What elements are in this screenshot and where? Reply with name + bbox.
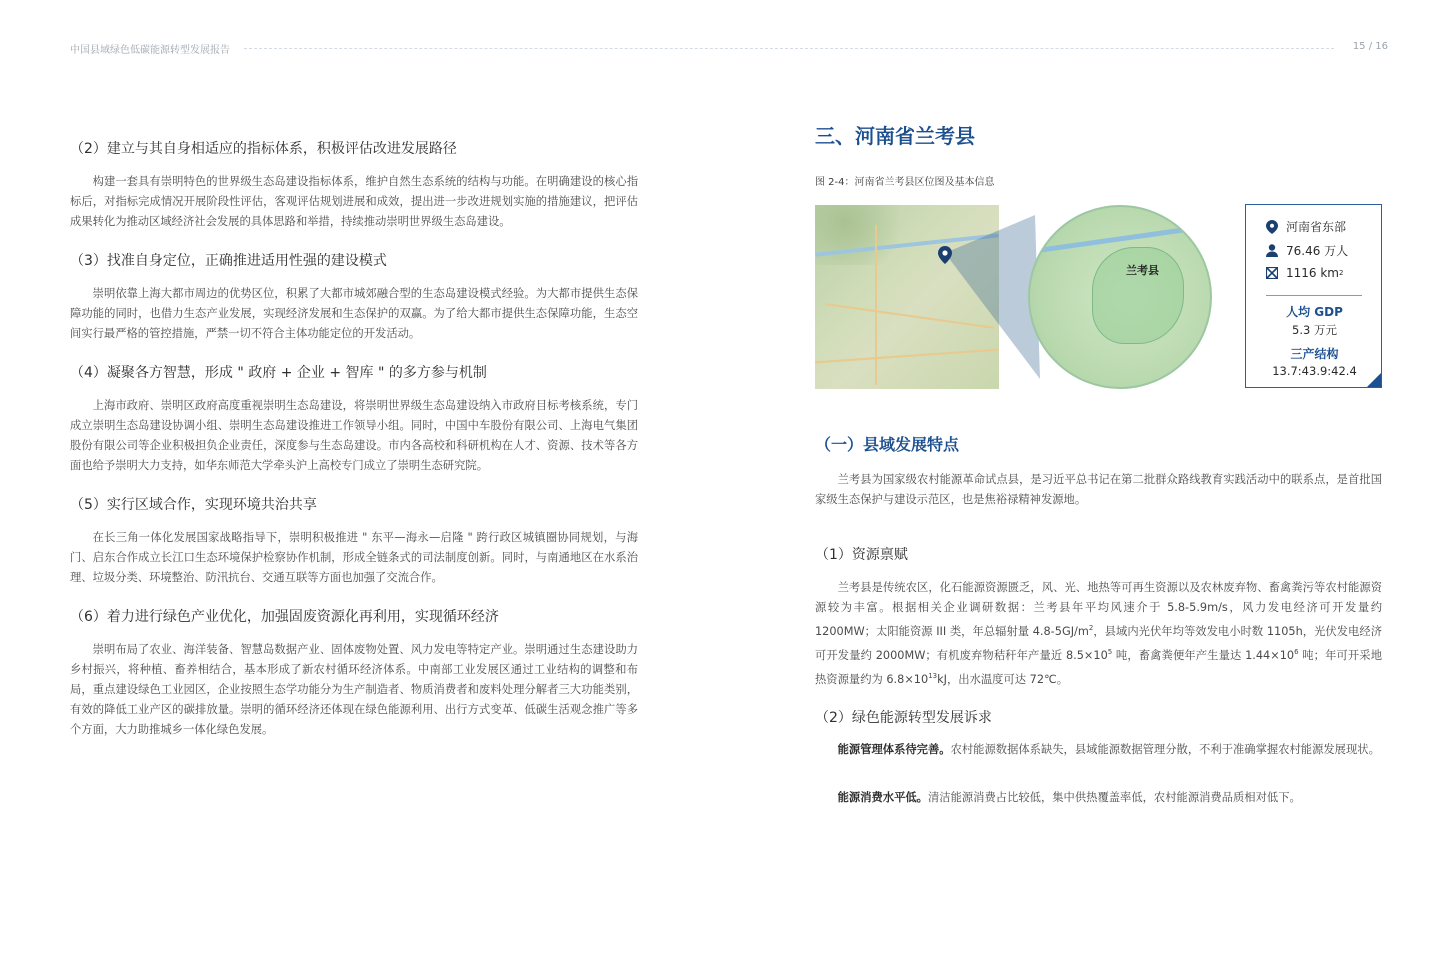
info-area: 1116 km 2 — [1266, 266, 1343, 280]
figure-caption: 图 2-4：河南省兰考县区位图及基本信息 — [815, 177, 995, 188]
demand-heading-block — [815, 707, 1382, 727]
section-heading-3: （3）找准自身定位，正确推进适用性强的建设模式 — [70, 253, 387, 269]
section-heading-6: （6）着力进行绿色产业优化，加强固废资源化再利用，实现循环经济 — [70, 609, 499, 625]
location-icon — [1266, 220, 1278, 234]
subsection-title: （一）县域发展特点 — [815, 435, 960, 454]
section-heading-5: （5）实行区域合作，实现环境共治共享 — [70, 497, 317, 513]
section-paragraph-5: 在长三角一体化发展国家战略指导下，崇明积极推进 " 东平—海永—启隆 " 跨行政区城镇圈协同规划，与海门、启东合作成立长江口生态环境保护检察协作机制，形成全链条式的司法制度创新。同时，与南通地区在水系治理、垃圾分类、环境整治、防汛抗台、交通互联等方面也加强了交流合作。 — [70, 531, 638, 584]
location-pin-icon — [938, 246, 952, 264]
resource-heading: （1）资源禀赋 — [815, 547, 908, 563]
industry-structure-value: 13.7:43.9:42.4 — [1272, 364, 1357, 378]
corner-decoration — [1367, 373, 1381, 387]
zoom-connector — [940, 205, 1040, 389]
info-population: 76.46 万人 — [1266, 242, 1348, 259]
section-heading-4: （4）凝聚各方智慧，形成 " 政府 + 企业 + 智库 " 的多方参与机制 — [70, 365, 487, 381]
demand-item-2-text: 清洁能源消费占比较低，集中供热覆盖率低，农村能源消费品质相对低下。 — [927, 791, 1301, 804]
section-paragraph-6: 崇明布局了农业、海洋装备、智慧岛数据产业、固体废物处置、风力发电等特定产业。崇明通过生态建设助力乡村振兴，将种植、畜养相结合，基本形成了新农村循环经济体系。中南部工业发展区通过工业结构的调整和布局，重点建设绿色工业园区，企业按照生态学功能分为生产制造者、物质消费者和废料处理分解者三大功能类别，有效的降低工业产区的碳排放量。崇明的循环经济还体现在绿色能源利用、出行方式变革、低碳生活观念推广等多个方面，大力助推城乡一体化绿色发展。 — [70, 643, 638, 736]
running-header-title: 中国县域绿色低碳能源转型发展报告 — [70, 45, 230, 56]
demand-heading: （2）绿色能源转型发展诉求 — [815, 710, 992, 726]
intro-paragraph: 兰考县为国家级农村能源革命试点县，是习近平总书记在第二批群众路线教育实践活动中的联系点，是首批国家级生态保护与建设示范区，也是焦裕禄精神发源地。 — [815, 473, 1382, 506]
section-paragraph-3: 崇明依靠上海大都市周边的优势区位，积累了大都市城郊融合型的生态岛建设模式经验。为大都市提供生态保障功能的同时，也借力生态产业发展，实现经济发展和生态保护的双赢。为了给大都市提供生态保障功能，生态空间实行最严格的管控措施，严禁一切不符合主体功能定位的开发活动。 — [70, 287, 638, 340]
person-icon — [1266, 244, 1278, 257]
resource-text-block — [815, 578, 1382, 689]
info-location: 河南省东部 — [1266, 218, 1346, 235]
resource-block — [815, 544, 1382, 564]
intro-block — [815, 470, 1382, 510]
left-column — [70, 138, 638, 758]
section-paragraph-4: 上海市政府、崇明区政府高度重视崇明生态岛建设，将崇明世界级生态岛建设纳入市政府目标考核系统，专门成立崇明生态岛建设协调小组、崇明生态岛建设推进工作领导小组。同时，中国中车股份有限公司、上海电气集团股份有限公司等企业积极担负企业责任，深度参与生态岛建设。市内各高校和科研机构在人才、资源、技术等各方面也给予崇明大力支持，如华东师范大学牵头沪上高校专门成立了崇明生态研究院。 — [70, 399, 638, 472]
demand-item-1-text: 农村能源数据体系缺失，县域能源数据管理分散，不利于准确掌握农村能源发展现状。 — [950, 743, 1380, 756]
header-divider — [244, 48, 1334, 49]
info-divider — [1266, 295, 1362, 296]
section-heading-2: （2）建立与其自身相适应的指标体系，积极评估改进发展路径 — [70, 141, 457, 157]
page-number: 15 / 16 — [1352, 41, 1388, 52]
gdp-value: 5.3 万元 — [1292, 323, 1337, 337]
chapter-title: 三、河南省兰考县 — [815, 124, 975, 148]
demand-item-1-title: 能源管理体系待完善。 — [837, 743, 951, 756]
county-map-label: 兰考县 — [1126, 264, 1159, 277]
resource-paragraph: 兰考县是传统农区，化石能源资源匮乏，风、光、地热等可再生资源以及农林废弃物、畜禽粪污等农村能源资源较为丰富。根据相关企业调研数据：兰考县年平均风速介于 5.8-5.9m/s，风力发电经济可开发量约 1200MW；太阳能资源 III 类，年总辐射量 $4.8-5GJ/m^2$，县域内光伏年均等效发电小时数 1105h，光伏发电经济可开发量约 2000MW；有机废弃物秸秆年产量近 $8.5\times 10^5$ 吨，畜禽粪便年产生量达 $1.44\times 10^6$ 吨；年可开采地热资源量约为 $6.8\times 10^{13}kJ$，出水温度可达 72℃。 — [815, 581, 1382, 686]
demand-item-2-title: 能源消费水平低。 — [837, 791, 928, 804]
area-icon — [1266, 267, 1278, 279]
demand-item-1 — [815, 740, 1382, 760]
county-info-box — [1245, 204, 1382, 388]
demand-item-2 — [815, 788, 1382, 808]
section-paragraph-2: 构建一套具有崇明特色的世界级生态岛建设指标体系，维护自然生态系统的结构与功能。在明确建设的核心指标后，对指标完成情况开展阶段性评估，客观评估规划进展和成效，提出进一步改进规划实施的措施建议，把评估成果转化为推动区域经济社会发展的具体思路和举措，持续推动崇明世界级生态岛建设。 — [70, 175, 638, 228]
industry-structure-label: 三产结构 — [1290, 347, 1339, 361]
gdp-label: 人均 GDP — [1286, 305, 1343, 319]
zoomed-county-map — [1028, 205, 1212, 389]
